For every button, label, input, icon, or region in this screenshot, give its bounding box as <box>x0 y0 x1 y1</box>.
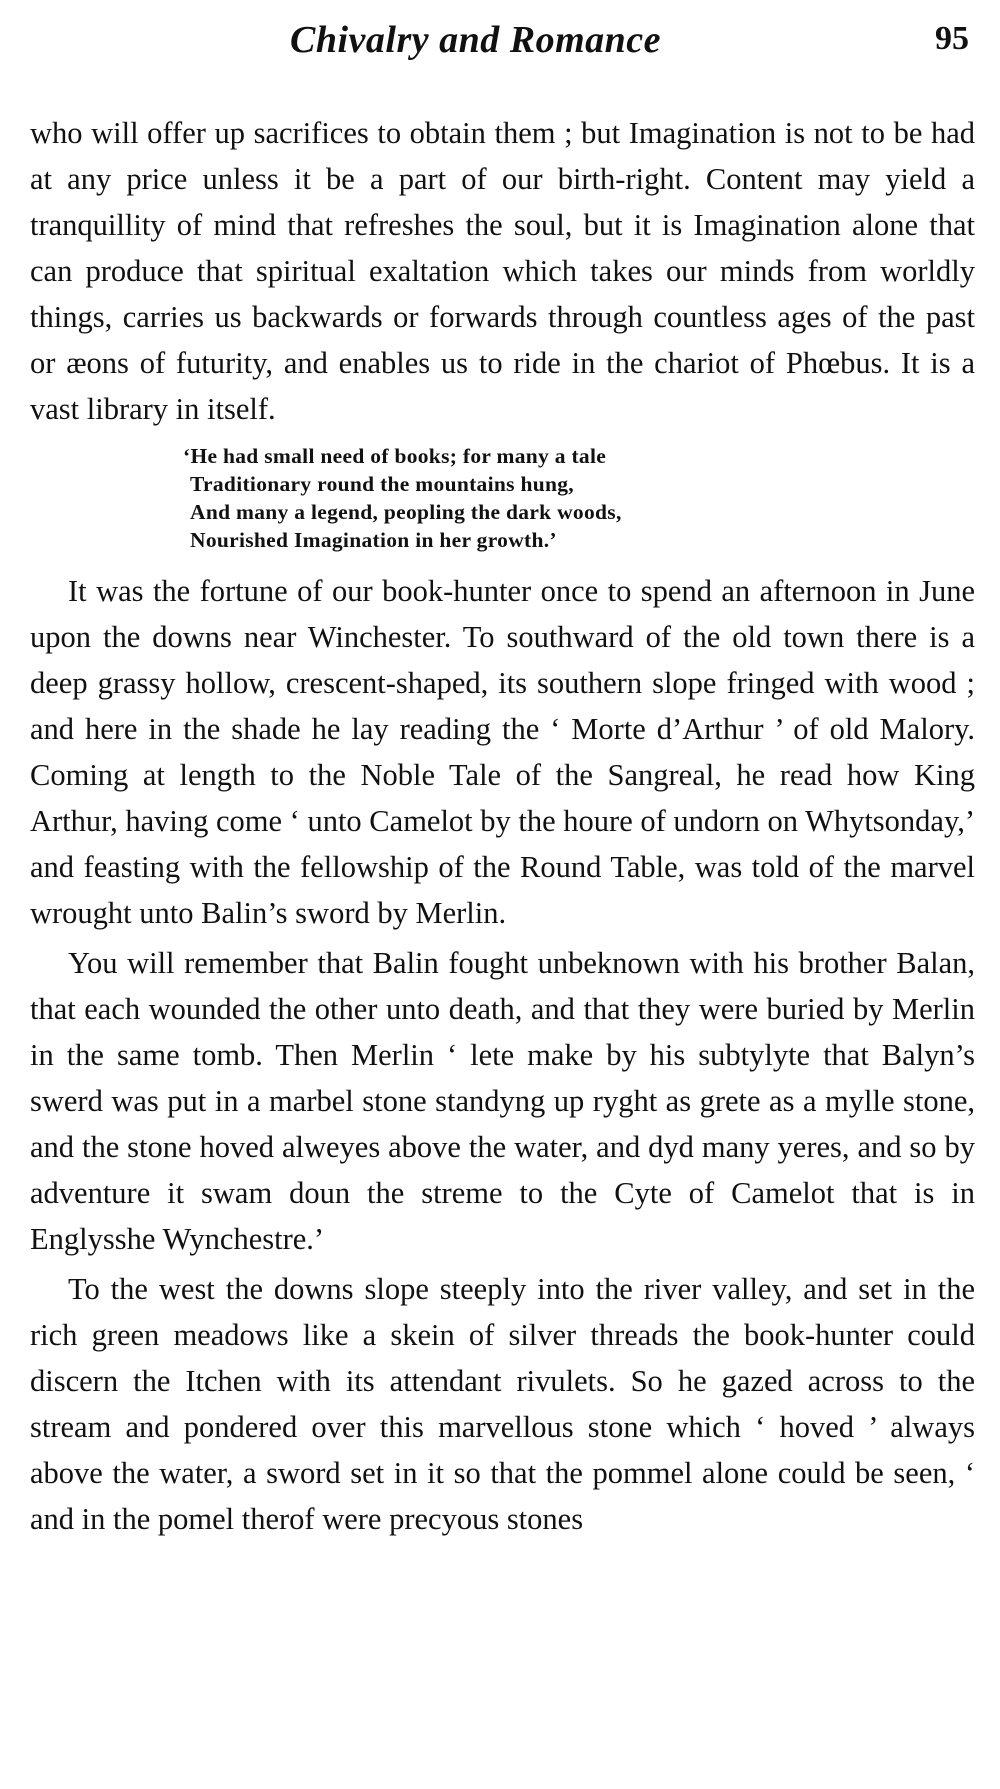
paragraph: To the west the downs slope steeply into the river valley, and set in the rich green meadows like a skein of silver threads the book-hunter could discern the Itchen with its attendant rivulets. So he gazed across to the stream and pondered over this marvellous stone which ‘ hoved ’ always above the water, a sword set in it so that the pommel alone could be seen, ‘ and in the pomel therof were precyous stones <box>30 1272 975 1536</box>
running-head <box>0 18 1000 68</box>
page-number: 95 <box>935 20 969 57</box>
paragraph: It was the fortune of our book-hunter once to spend an afternoon in June upon the downs near Winchester. To southward of the old town there is a deep grassy hollow, crescent-shaped, its southern slope fringed with wood ; and here in the shade he lay reading the ‘ Morte d’Arthur ’ of old Malory. Coming at length to the Noble Tale of the Sangreal, he read how King Arthur, having come ‘ unto Camelot by the houre of undorn on Whytsonday,’ and feasting with the fellowship of the Round Table, was told of the marvel wrought unto Balin’s sword by Merlin. <box>30 574 975 930</box>
paragraph: You will remember that Balin fought unbeknown with his brother Balan, that each wounded the other unto death, and that they were buried by Merlin in the same tomb. Then Merlin ‘ lete make by his subtylyte that Balyn’s swerd was put in a marbel stone standyng up ryght as grete as a mylle stone, and the stone hoved alweyes above the water, and dyd many yeres, and so by adventure it swam doun the streme to the Cyte of Camelot that is in Englysshe Wynchestre.’ <box>30 946 975 1256</box>
verse-line: Nourished Imagination in her growth.’ <box>190 528 557 552</box>
verse-line: ‘He had small need of books; for many a tale <box>183 444 607 468</box>
paragraph-continued: who will offer up sacrifices to obtain them ; but Imagination is not to be had at any price unless it be a part of our birth-right. Content may yield a tranquillity of mind that refreshes the soul, but it is Imagination alone that can produce that spiritual exaltation which takes our minds from worldly things, carries us backwards or forwards through countless ages of the past or æons of futurity, and enables us to ride in the chariot of Phœbus. It is a vast library in itself. <box>30 116 975 426</box>
body-text <box>30 110 975 1542</box>
verse-line: And many a legend, peopling the dark woods, <box>190 500 622 524</box>
running-title: Chivalry and Romance <box>290 19 662 61</box>
verse-quotation <box>30 442 975 554</box>
verse-line: Traditionary round the mountains hung, <box>190 472 574 496</box>
